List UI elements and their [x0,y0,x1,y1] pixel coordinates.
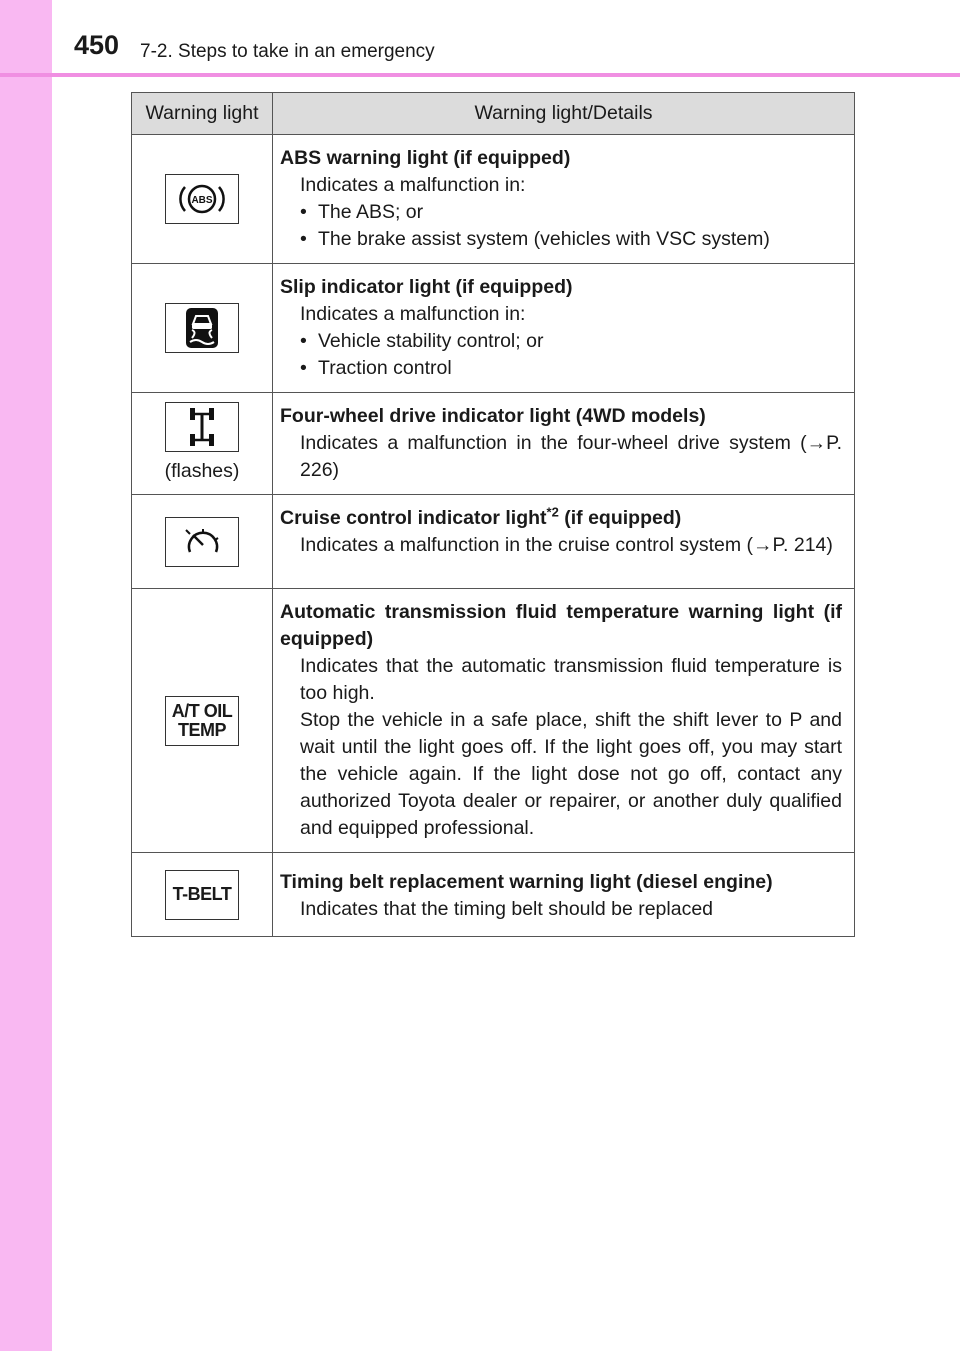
light-description: Indicates a malfunction in the cruise control system (→P. 214) [300,534,833,556]
icon-cell [132,495,273,589]
table-row-4wd [132,393,855,495]
light-title: ABS warning light (if equipped) [280,147,571,169]
detail-cell [273,853,855,937]
light-title: Four-wheel drive indicator light (4WD models) [280,405,706,427]
flashes-note: (flashes) [164,460,240,482]
column-header-warning-light: Warning light [132,93,273,135]
light-instructions: Stop the vehicle in a safe place, shift the shift lever to P and wait until the light goes off. If the light goes off, you may start the vehicle again. If the light dose not go off, contact any authorized Toyota dealer or repairer, or another duly qualified and equipped professional. [300,709,842,839]
table-row-at-oil-temp [132,589,855,853]
light-description: Indicates a malfunction in: [300,303,526,325]
icon-cell [132,853,273,937]
at-oil-temp-icon: A/T OIL TEMP [165,696,239,746]
light-title: Automatic transmission fluid temperature warning light (if equipped) [280,601,842,650]
light-description: Indicates that the automatic transmission fluid temperature is too high. [300,655,842,704]
light-title: Timing belt replacement warning light (diesel engine) [280,871,773,893]
timing-belt-icon: T-BELT [165,870,239,920]
light-description: Indicates a malfunction in the four-wheel drive system (→P. 226) [300,432,842,481]
detail-cell [273,135,855,264]
four-wheel-drive-icon [165,402,239,452]
slip-indicator-icon [165,303,239,353]
section-title: 7-2. Steps to take in an emergency [140,41,435,62]
table-row-cruise [132,495,855,589]
list-item: • The brake assist system (vehicles with VSC system) [300,228,770,250]
column-header-details: Warning light/Details [273,93,855,135]
detail-cell [273,589,855,853]
icon-cell [132,393,273,495]
icon-cell [132,135,273,264]
icon-cell [132,264,273,393]
cruise-control-icon [165,517,239,567]
detail-cell [273,495,855,589]
header-rule [0,73,960,77]
svg-text:ABS: ABS [191,195,213,206]
list-item: • Vehicle stability control; or [300,330,544,352]
light-description: Indicates a malfunction in: [300,174,526,196]
table-row-abs [132,135,855,264]
detail-cell [273,393,855,495]
page-number: 450 [74,30,120,60]
icon-cell [132,589,273,853]
light-title: Slip indicator light (if equipped) [280,276,573,298]
warning-light-table [131,92,855,937]
detail-cell [273,264,855,393]
side-band [0,0,52,1351]
abs-warning-icon [165,174,239,224]
list-item: • Traction control [300,357,452,379]
table-header-row [132,93,855,135]
list-item: • The ABS; or [300,201,424,223]
light-title: Cruise control indicator light$^{*2}$ (if equipped) [280,504,682,529]
table-row-timing-belt [132,853,855,937]
table-row-slip [132,264,855,393]
light-description: Indicates that the timing belt should be replaced [300,898,714,920]
